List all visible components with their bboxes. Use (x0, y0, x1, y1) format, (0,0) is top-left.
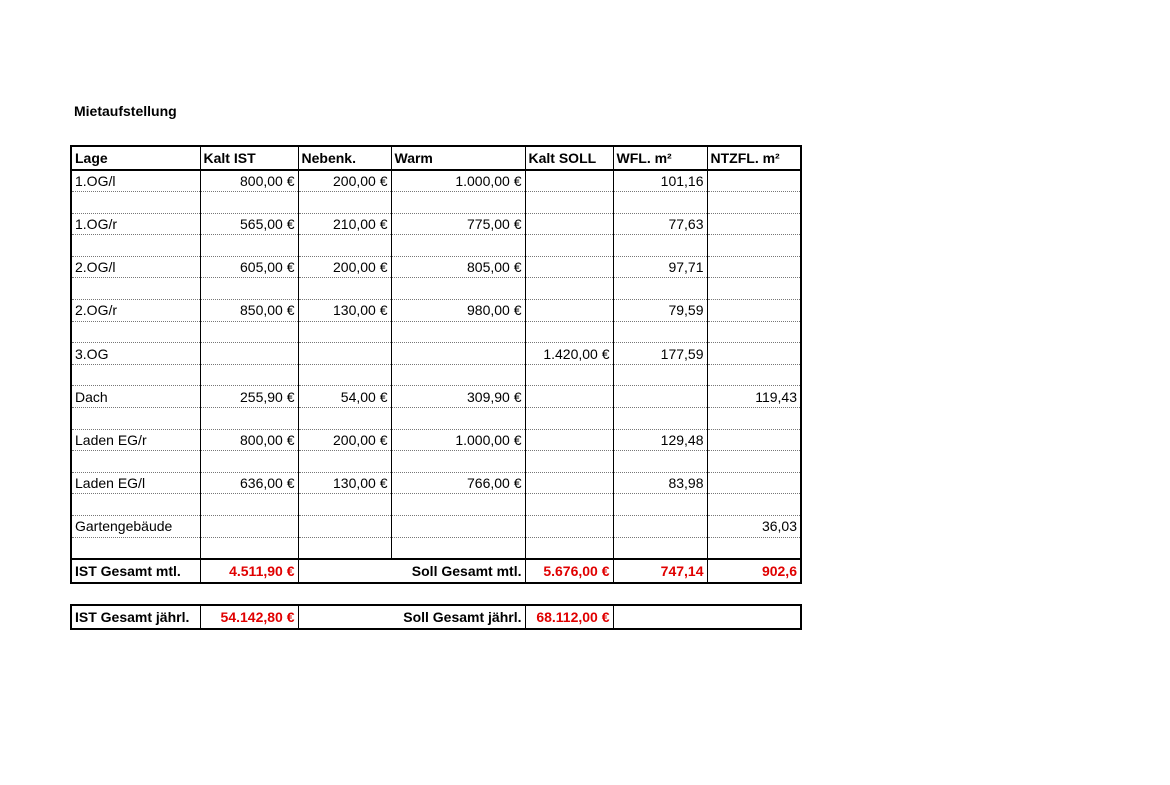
cell-lage: Laden EG/r (71, 429, 200, 451)
cell-kalt-ist: 255,90 € (200, 386, 298, 408)
empty-cell (707, 451, 801, 473)
cell-nebenk: 130,00 € (298, 300, 391, 322)
spacer-row (71, 321, 801, 343)
empty-cell (391, 408, 525, 430)
cell-wfl: 77,63 (613, 213, 707, 235)
cell-ntzfl: 119,43 (707, 386, 801, 408)
empty-cell (613, 408, 707, 430)
empty-cell (613, 494, 707, 516)
empty-cell (298, 537, 391, 559)
empty-cell (71, 321, 200, 343)
ist-yearly-value: 54.142,80 € (200, 605, 298, 629)
cell-nebenk (298, 516, 391, 538)
empty-cell (707, 192, 801, 214)
header-nebenk: Nebenk. (298, 146, 391, 170)
empty-cell (613, 192, 707, 214)
cell-kalt-ist: 636,00 € (200, 472, 298, 494)
table-row (71, 343, 801, 365)
soll-yearly-label: Soll Gesamt jährl. (391, 605, 525, 629)
spacer-row (71, 537, 801, 559)
empty-cell (298, 605, 391, 629)
cell-kalt-soll (525, 300, 613, 322)
table-row (71, 516, 801, 538)
header-kalt-ist: Kalt IST (200, 146, 298, 170)
empty-cell (391, 364, 525, 386)
cell-nebenk: 200,00 € (298, 256, 391, 278)
empty-cell (298, 192, 391, 214)
cell-lage: 2.OG/r (71, 300, 200, 322)
cell-lage: 1.OG/l (71, 170, 200, 192)
spacer-row (71, 494, 801, 516)
yearly-total-row (71, 605, 801, 629)
cell-lage: Dach (71, 386, 200, 408)
header-warm: Warm (391, 146, 525, 170)
spacer-row (71, 192, 801, 214)
empty-cell (298, 494, 391, 516)
cell-kalt-ist (200, 516, 298, 538)
cell-ntzfl (707, 472, 801, 494)
empty-cell (71, 364, 200, 386)
table-row (71, 256, 801, 278)
rent-table (70, 145, 802, 584)
empty-cell (200, 537, 298, 559)
table-row (71, 429, 801, 451)
cell-warm (391, 516, 525, 538)
empty-cell (298, 321, 391, 343)
table-row (71, 300, 801, 322)
cell-kalt-soll (525, 386, 613, 408)
empty-cell (613, 278, 707, 300)
cell-wfl: 129,48 (613, 429, 707, 451)
sheet-title: Mietaufstellung (74, 103, 177, 119)
empty-cell (525, 278, 613, 300)
spacer-row (71, 451, 801, 473)
cell-wfl: 79,59 (613, 300, 707, 322)
cell-wfl (613, 516, 707, 538)
header-ntzfl: NTZFL. m² (707, 146, 801, 170)
cell-kalt-soll (525, 213, 613, 235)
empty-cell (613, 235, 707, 257)
cell-ntzfl (707, 343, 801, 365)
spacer-row (71, 235, 801, 257)
spacer-row (71, 278, 801, 300)
table-row (71, 213, 801, 235)
cell-kalt-ist (200, 343, 298, 365)
soll-monthly-value: 5.676,00 € (525, 559, 613, 583)
header-kalt-soll: Kalt SOLL (525, 146, 613, 170)
empty-cell (707, 494, 801, 516)
cell-kalt-soll (525, 429, 613, 451)
cell-warm: 766,00 € (391, 472, 525, 494)
cell-warm: 775,00 € (391, 213, 525, 235)
empty-cell (525, 408, 613, 430)
empty-cell (707, 321, 801, 343)
empty-cell (613, 321, 707, 343)
header-lage: Lage (71, 146, 200, 170)
empty-cell (298, 559, 391, 583)
empty-cell (525, 451, 613, 473)
empty-cell (298, 364, 391, 386)
empty-cell (71, 278, 200, 300)
empty-cell (707, 278, 801, 300)
empty-cell (298, 408, 391, 430)
cell-lage: Laden EG/l (71, 472, 200, 494)
empty-cell (707, 364, 801, 386)
cell-warm: 309,90 € (391, 386, 525, 408)
cell-nebenk: 200,00 € (298, 170, 391, 192)
empty-cell (298, 278, 391, 300)
cell-nebenk: 130,00 € (298, 472, 391, 494)
empty-cell (298, 451, 391, 473)
empty-cell (391, 321, 525, 343)
empty-cell (200, 408, 298, 430)
ist-yearly-label: IST Gesamt jährl. (71, 605, 200, 629)
cell-nebenk: 200,00 € (298, 429, 391, 451)
ntzfl-total: 902,6 (707, 559, 801, 583)
cell-wfl: 97,71 (613, 256, 707, 278)
cell-nebenk: 210,00 € (298, 213, 391, 235)
empty-cell (71, 494, 200, 516)
ist-monthly-value: 4.511,90 € (200, 559, 298, 583)
cell-ntzfl (707, 256, 801, 278)
empty-cell (71, 451, 200, 473)
empty-cell (200, 451, 298, 473)
empty-cell (613, 537, 707, 559)
empty-cell (613, 605, 801, 629)
empty-cell (391, 192, 525, 214)
cell-kalt-soll (525, 516, 613, 538)
wfl-total: 747,14 (613, 559, 707, 583)
empty-cell (613, 364, 707, 386)
empty-cell (71, 192, 200, 214)
empty-cell (707, 408, 801, 430)
soll-monthly-label: Soll Gesamt mtl. (391, 559, 525, 583)
cell-warm (391, 343, 525, 365)
cell-kalt-ist: 850,00 € (200, 300, 298, 322)
empty-cell (391, 235, 525, 257)
soll-yearly-value: 68.112,00 € (525, 605, 613, 629)
cell-lage: 3.OG (71, 343, 200, 365)
empty-cell (200, 321, 298, 343)
empty-cell (391, 451, 525, 473)
cell-wfl: 101,16 (613, 170, 707, 192)
cell-nebenk (298, 343, 391, 365)
monthly-total-row (71, 559, 801, 583)
cell-kalt-soll (525, 472, 613, 494)
cell-wfl: 177,59 (613, 343, 707, 365)
empty-cell (200, 364, 298, 386)
cell-ntzfl: 36,03 (707, 516, 801, 538)
cell-warm: 1.000,00 € (391, 429, 525, 451)
cell-lage: Gartengebäude (71, 516, 200, 538)
cell-kalt-soll (525, 256, 613, 278)
yearly-table (70, 604, 802, 630)
ist-monthly-label: IST Gesamt mtl. (71, 559, 200, 583)
cell-ntzfl (707, 170, 801, 192)
cell-kalt-ist: 565,00 € (200, 213, 298, 235)
cell-kalt-soll (525, 170, 613, 192)
empty-cell (298, 235, 391, 257)
empty-cell (525, 494, 613, 516)
cell-ntzfl (707, 300, 801, 322)
empty-cell (525, 235, 613, 257)
cell-kalt-ist: 605,00 € (200, 256, 298, 278)
empty-cell (525, 321, 613, 343)
cell-kalt-ist: 800,00 € (200, 170, 298, 192)
header-wfl: WFL. m² (613, 146, 707, 170)
cell-warm: 805,00 € (391, 256, 525, 278)
cell-kalt-ist: 800,00 € (200, 429, 298, 451)
empty-cell (71, 408, 200, 430)
cell-kalt-soll: 1.420,00 € (525, 343, 613, 365)
empty-cell (200, 235, 298, 257)
cell-wfl: 83,98 (613, 472, 707, 494)
table-row (71, 170, 801, 192)
empty-cell (525, 364, 613, 386)
empty-cell (525, 537, 613, 559)
spacer-row (71, 364, 801, 386)
empty-cell (200, 192, 298, 214)
header-row (71, 146, 801, 170)
table-row (71, 386, 801, 408)
spacer-row (71, 408, 801, 430)
table-row (71, 472, 801, 494)
cell-warm: 1.000,00 € (391, 170, 525, 192)
cell-nebenk: 54,00 € (298, 386, 391, 408)
empty-cell (391, 278, 525, 300)
empty-cell (71, 235, 200, 257)
empty-cell (71, 537, 200, 559)
cell-lage: 2.OG/l (71, 256, 200, 278)
empty-cell (707, 537, 801, 559)
empty-cell (613, 451, 707, 473)
empty-cell (391, 537, 525, 559)
empty-cell (391, 494, 525, 516)
empty-cell (200, 278, 298, 300)
empty-cell (707, 235, 801, 257)
empty-cell (200, 494, 298, 516)
cell-warm: 980,00 € (391, 300, 525, 322)
cell-ntzfl (707, 213, 801, 235)
cell-wfl (613, 386, 707, 408)
empty-cell (525, 192, 613, 214)
cell-lage: 1.OG/r (71, 213, 200, 235)
cell-ntzfl (707, 429, 801, 451)
